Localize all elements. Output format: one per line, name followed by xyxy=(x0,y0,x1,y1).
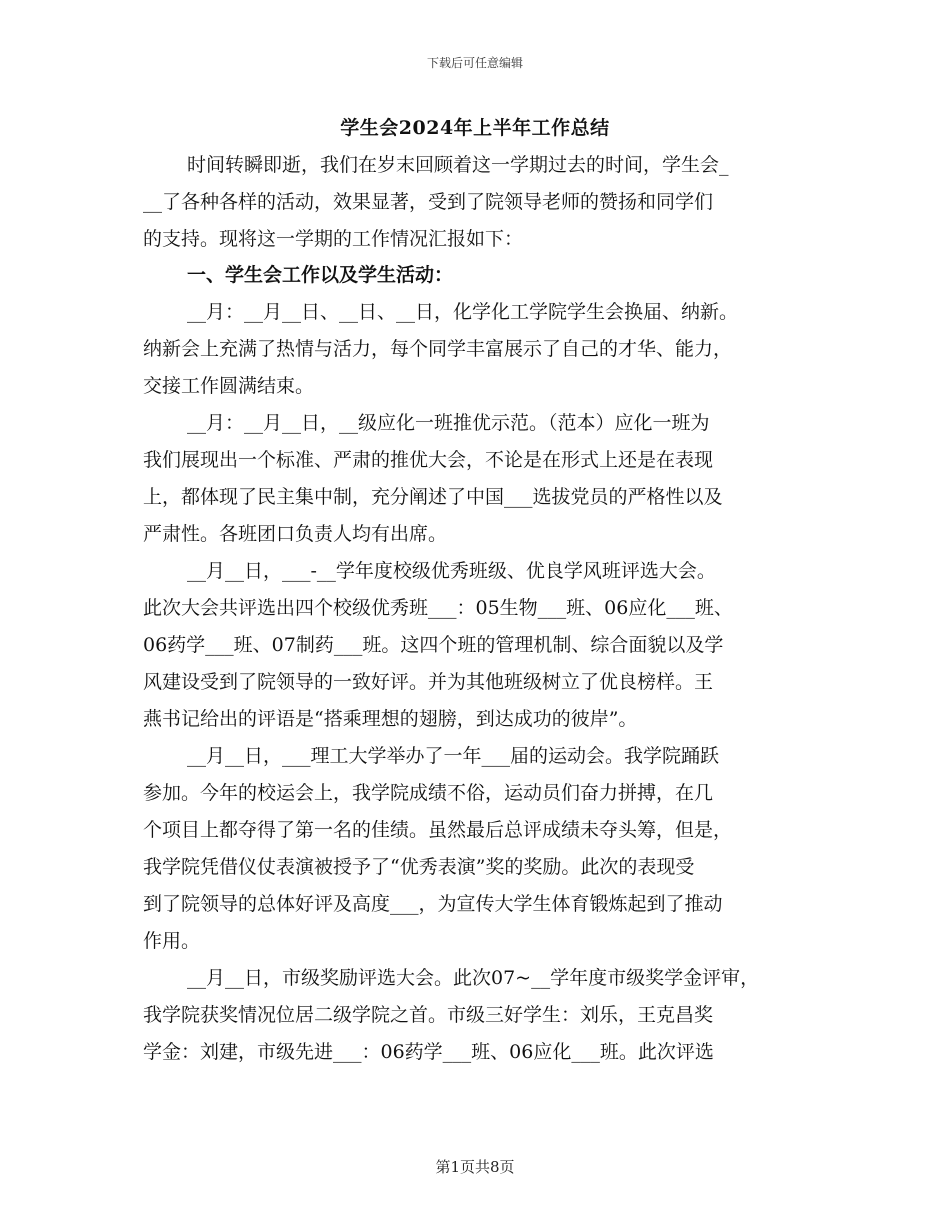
section-heading: 一、学生会工作以及学生活动： xyxy=(187,264,454,286)
paragraph-line: 时间转瞬即逝，我们在岁末回顾着这一学期过去的时间，学生会_ xyxy=(187,154,729,176)
paragraph-line: __月：__月__日，__级应化一班推优示范。（范本）应化一班为 xyxy=(187,412,710,434)
paragraph-line: __月：__月__日、__日、__日，化学化工学院学生会换届、纳新。 xyxy=(187,301,739,323)
paragraph-line: 此次大会共评选出四个校级优秀班___：05生物___班、06应化___班、 xyxy=(143,597,733,619)
paragraph-line: __了各种各样的活动，效果显著，受到了院领导老师的赞扬和同学们 xyxy=(143,191,714,213)
page-header-note: 下载后可任意编辑 xyxy=(426,56,523,70)
paragraph-line: 上，都体现了民主集中制，充分阐述了中国___选拔党员的严格性以及 xyxy=(143,486,723,508)
paragraph-line: 06药学___班、07制药___班。这四个班的管理机制、综合面貌以及学 xyxy=(143,634,724,656)
paragraph-line: 学金：刘建，市级先进___：06药学___班、06应化___班。此次评选 xyxy=(143,1041,714,1063)
paragraph-line: 我们展现出一个标准、严肃的推优大会，不论是在形式上还是在表现 xyxy=(143,449,714,471)
paragraph-line: 到了院领导的总体好评及高度___，为宣传大学生体育锻炼起到了推动 xyxy=(143,893,723,915)
paragraph-line: 的支持。现将这一学期的工作情况汇报如下： xyxy=(143,228,524,250)
paragraph-line: 个项目上都夺得了第一名的佳绩。虽然最后总评成绩未夺头筹，但是， xyxy=(143,819,733,841)
paragraph-line: 交接工作圆满结束。 xyxy=(143,375,315,397)
document-title: 学生会2024年上半年工作总结 xyxy=(340,117,610,139)
paragraph-line: __月__日，市级奖励评选大会。此次07~__学年度市级奖学金评审， xyxy=(187,967,760,989)
page-number: 第1页共8页 xyxy=(435,1158,515,1176)
paragraph-line: 我学院获奖情况位居二级学院之首。市级三好学生：刘乐，王克昌奖 xyxy=(143,1004,714,1026)
paragraph-line: 纳新会上充满了热情与活力，每个同学丰富展示了自己的才华、能力， xyxy=(143,338,733,360)
paragraph-line: 严肃性。各班团口负责人均有出席。 xyxy=(143,523,448,545)
paragraph-line: __月__日，___理工大学举办了一年___届的运动会。我学院踊跃 xyxy=(187,745,720,767)
paragraph-line: 燕书记给出的评语是“搭乘理想的翅膀，到达成功的彼岸”。 xyxy=(143,708,638,730)
paragraph-line: 我学院凭借仪仗表演被授予了“优秀表演”奖的奖励。此次的表现受 xyxy=(143,856,695,878)
paragraph-line: 风建设受到了院领导的一致好评。并为其他班级树立了优良榜样。王 xyxy=(143,671,714,693)
paragraph-line: 作用。 xyxy=(143,930,201,952)
paragraph-line: __月__日，___-__学年度校级优秀班级、优良学风班评选大会。 xyxy=(187,560,716,582)
paragraph-line: 参加。今年的校运会上，我学院成绩不俗，运动员们奋力拼搏，在几 xyxy=(143,782,714,804)
